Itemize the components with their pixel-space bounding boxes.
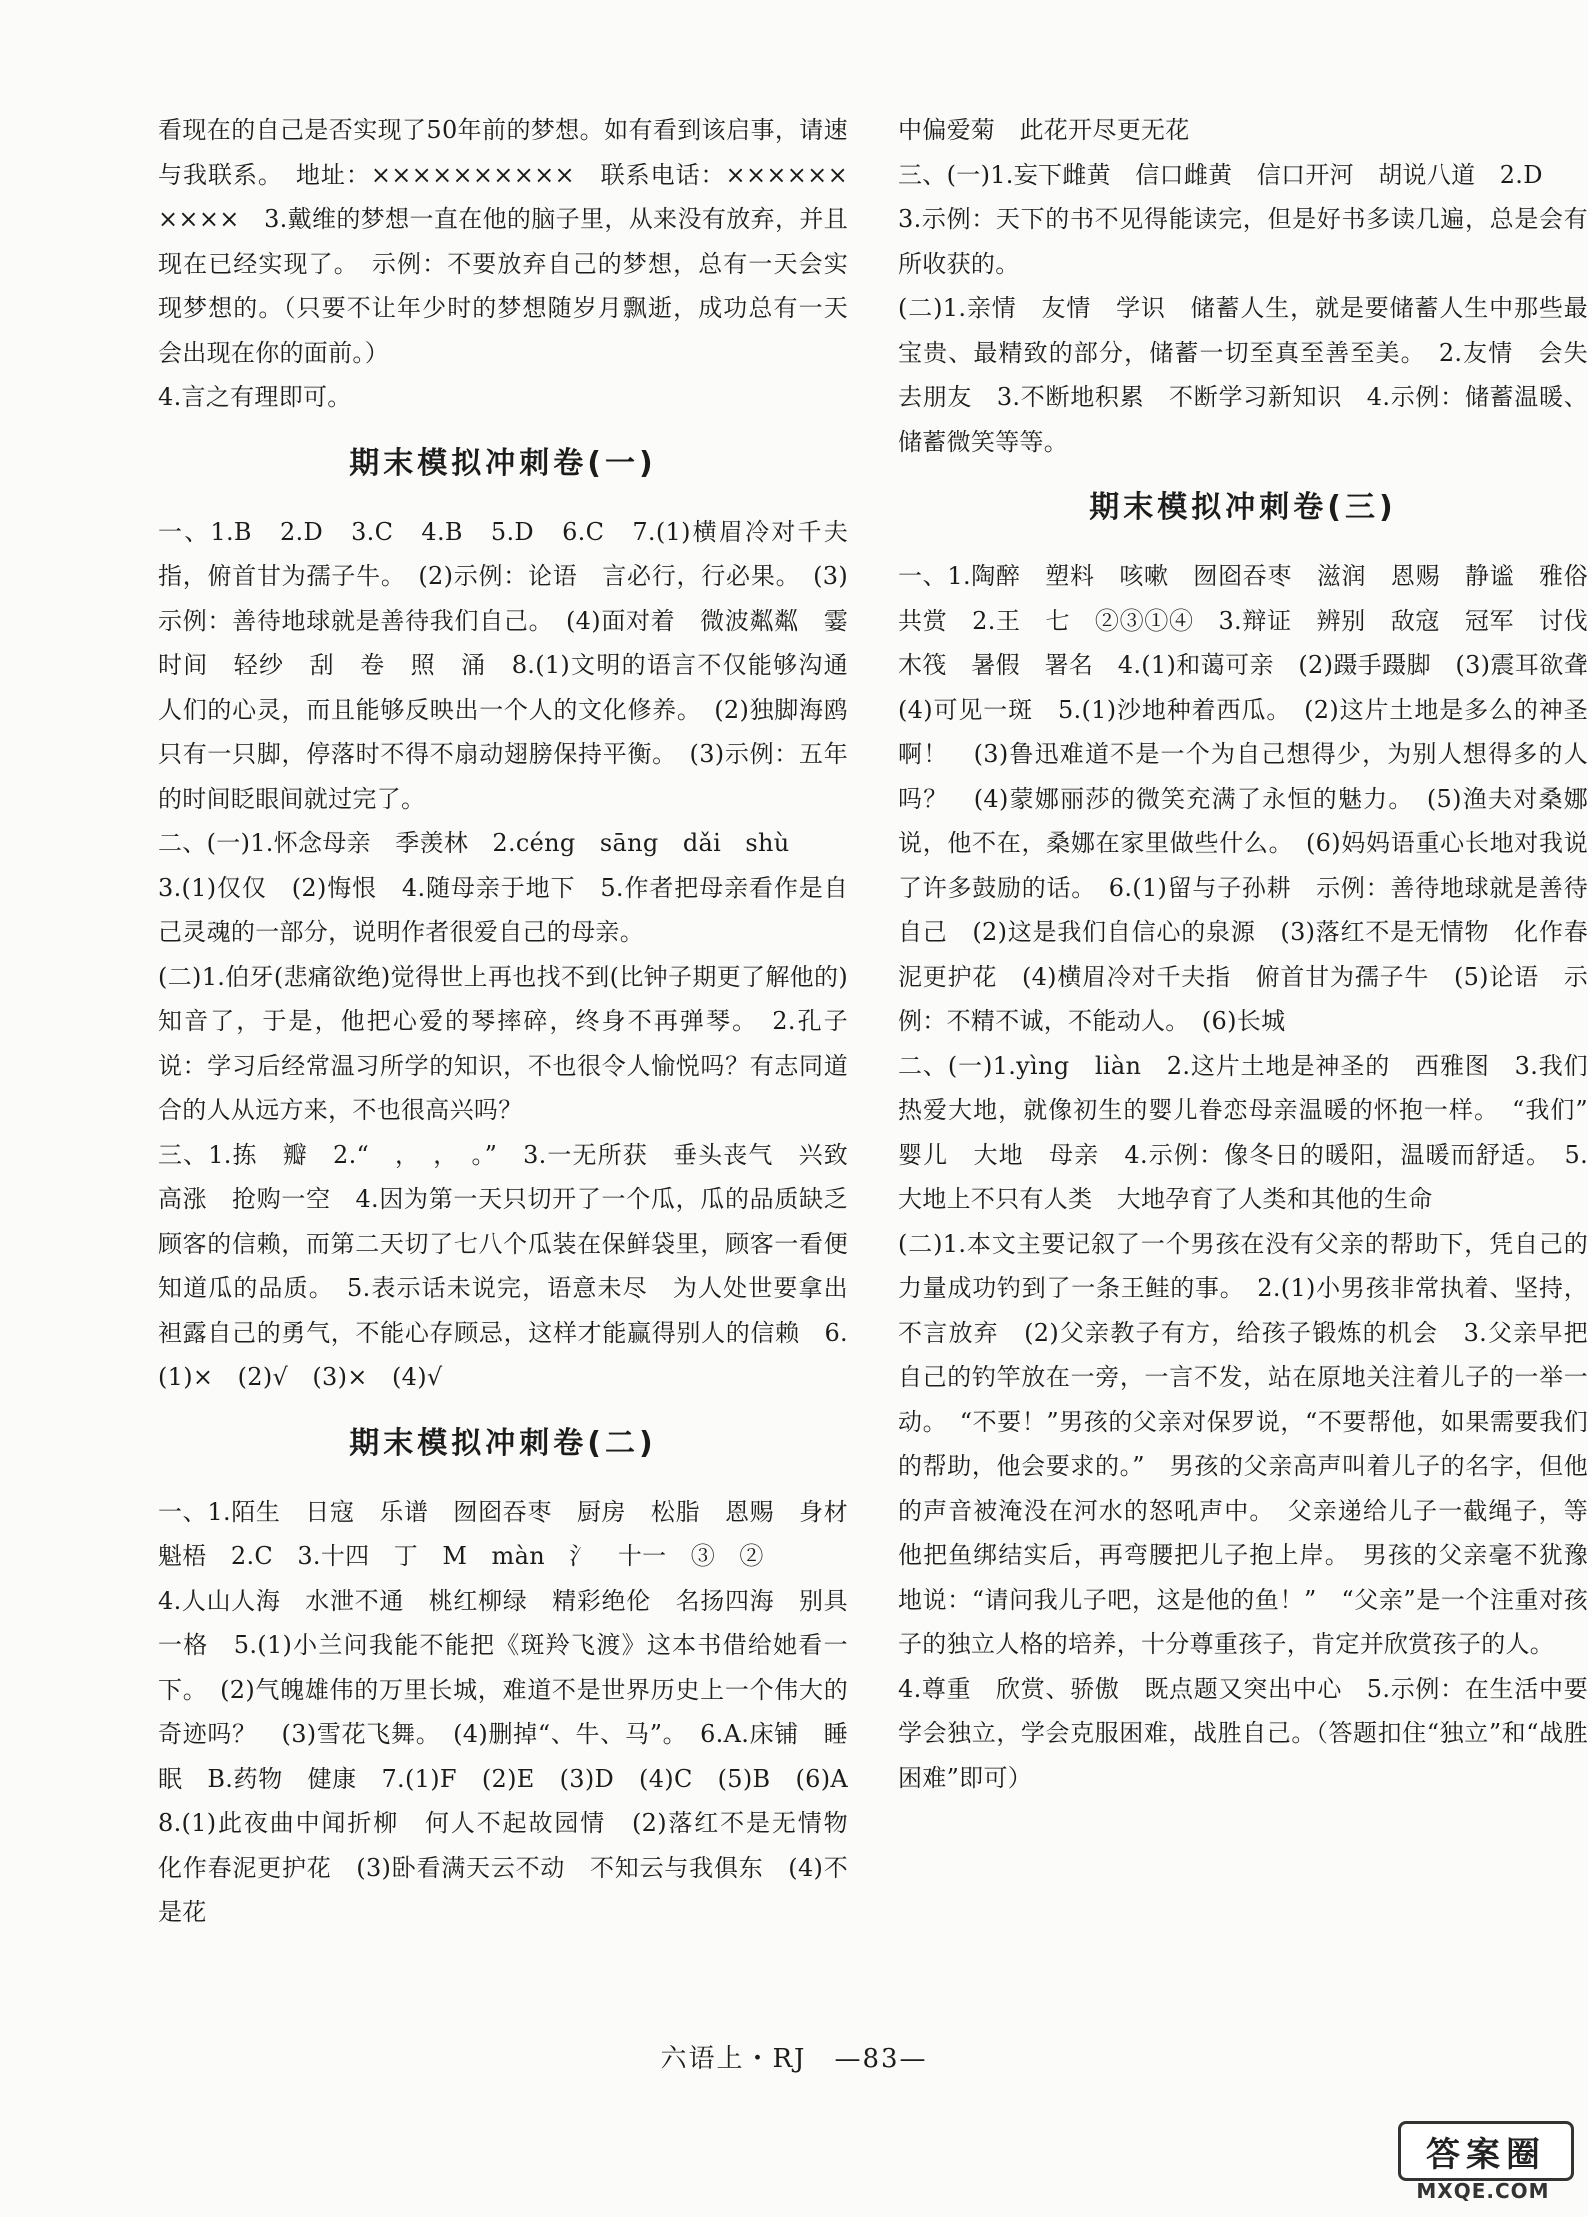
answer-paragraph: 中偏爱菊 此花开尽更无花: [898, 116, 1190, 144]
answer-paragraph: 三、1.拣 瓣 2.“ ， ， 。” 3.一无所获 垂头丧气 兴致高涨 抢购一空 4.因为第一天只切开了一个瓜，瓜的品质缺乏顾客的信赖，而第二天切了七八个瓜装在保鲜袋里，顾客一看便知道瓜的品质。 5.表示话未说完，语意未尽 为人处世要拿出袒露自己的勇气，不能心存顾忌，这样才能赢得别人的信赖 6.(1)× (2)√ (3)× (4)√: [158, 1140, 848, 1391]
answer-paragraph: 一、1.陌生 日寇 乐谱 囫囵吞枣 厨房 松脂 恩赐 身材魁梧 2.C 3.十四 丁 M màn 氵 十一 ③ ②: [158, 1497, 848, 1570]
answer-paragraph: 一、1.B 2.D 3.C 4.B 5.D 6.C 7.(1)横眉冷对千夫指，俯首甘为孺子牛。 (2)示例：论语 言必行，行必果。 (3)示例：善待地球就是善待我们自己。 (4)面对着 微波粼粼 霎时间 轻纱 刮 卷 照 涌 8.(1)文明的语言不仅能够沟通人们的心灵，而且能够反映出一个人的文化修养。 (2)独脚海鸥只有一只脚，停落时不得不扇动翅膀保持平衡。 (3)示例：五年的时间眨眼间就过完了。: [158, 517, 848, 813]
section-title-exam-2: 期末模拟冲刺卷(二): [349, 1425, 657, 1461]
answer-paragraph: (二)1.亲情 友情 学识 储蓄人生，就是要储蓄人生中那些最宝贵、最精致的部分，储蓄一切至真至善至美。 2.友情 会失去朋友 3.不断地积累 不断学习新知识 4.示例：储蓄温暖、储蓄微笑等等。: [898, 294, 1588, 456]
watermark-logo: [1398, 2121, 1568, 2203]
answer-paragraph: 看现在的自己是否实现了50年前的梦想。如有看到该启事，请速与我联系。 地址：×××××××××× 联系电话：×××××××××× 3.戴维的梦想一直在他的脑子里，从来没有放弃，并且现在已经实现了。 示例：不要放弃自己的梦想，总有一天会实现梦想的。（只要不让年少时的梦想随岁月飘逝，成功总有一天会出现在你的面前。）: [158, 116, 848, 367]
answer-paragraph: 二、(一)1.怀念母亲 季羡林 2.céng sāng dǎi shù: [158, 829, 790, 857]
watermark-brand: 答案圈: [1398, 2121, 1574, 2181]
section-title-exam-3: 期末模拟冲刺卷(三): [1089, 490, 1397, 525]
right-column: [898, 108, 1588, 1800]
watermark-url: MXQE.COM: [1416, 2179, 1550, 2203]
answer-paragraph: 4.人山人海 水泄不通 桃红柳绿 精彩绝伦 名扬四海 别具一格 5.(1)小兰问我能不能把《斑羚飞渡》这本书借给她看一下。 (2)气魄雄伟的万里长城，难道不是世界历史上一个伟大的奇迹吗？ (3)雪花飞舞。 (4)删掉“、牛、马”。 6.A.床铺 睡眠 B.药物 健康 7.(1)F (2)E (3)D (4)C (5)B (6)A 8.(1)此夜曲中闻折柳 何人不起故园情 (2)落红不是无情物 化作春泥更护花 (3)卧看满天云不动 不知云与我俱东 (4)不是花: [158, 1586, 873, 1926]
left-column: [158, 108, 873, 1935]
answer-paragraph: (二)1.伯牙(悲痛欲绝)觉得世上再也找不到(比钟子期更了解他的)知音了，于是，他把心爱的琴摔碎，终身不再弹琴。 2.孔子说：学习后经常温习所学的知识，不也很令人愉悦吗？有志同道合的人从远方来，不也很高兴吗？: [158, 962, 848, 1124]
answer-paragraph: 二、(一)1.yìng liàn 2.这片土地是神圣的 西雅图 3.我们热爱大地，就像初生的婴儿眷恋母亲温暖的怀抱一样。 “我们” 婴儿 大地 母亲 4.示例：像冬日的暖阳，温暖而舒适。 5.大地上不只有人类 大地孕育了人类和其他的生命: [898, 1051, 1588, 1213]
answer-paragraph: 3.(1)仅仅 (2)悔恨 4.随母亲于地下 5.作者把母亲看作是自己灵魂的一部分，说明作者很爱自己的母亲。: [158, 873, 848, 946]
answer-paragraph: (二)1.本文主要记叙了一个男孩在没有父亲的帮助下，凭自己的力量成功钓到了一条王鲑的事。 2.(1)小男孩非常执着、坚持，不言放弃 (2)父亲教子有方，给孩子锻炼的机会 3.父亲早把自己的钓竿放在一旁，一言不发，站在原地关注着儿子的一举一动。 “不要！”男孩的父亲对保罗说，“不要帮他，如果需要我们的帮助，他会要求的。” 男孩的父亲高声叫着儿子的名字，但他的声音被淹没在河水的怒吼声中。 父亲递给儿子一截绳子，等他把鱼绑结实后，再弯腰把儿子抱上岸。 男孩的父亲毫不犹豫地说：“请问我儿子吧，这是他的鱼！” “父亲”是一个注重对孩子的独立人格的培养，十分尊重孩子，肯定并欣赏孩子的人。: [898, 1229, 1588, 1658]
page-footer: 六语上・RJ —83—: [660, 2044, 928, 2074]
answer-paragraph: 一、1.陶醉 塑料 咳嗽 囫囵吞枣 滋润 恩赐 静谧 雅俗共赏 2.王 七 ②③①④ 3.辩证 辨别 敌寇 冠军 讨伐 木筏 暑假 署名 4.(1)和蔼可亲 (2)蹑手蹑脚 (3)震耳欲聋 (4)可见一斑 5.(1)沙地种着西瓜。 (2)这片土地是多么的神圣啊！ (3)鲁迅难道不是一个为自己想得少，为别人想得多的人吗？ (4)蒙娜丽莎的微笑充满了永恒的魅力。 (5)渔夫对桑娜说，他不在，桑娜在家里做些什么。 (6)妈妈语重心长地对我说了许多鼓励的话。 6.(1)留与子孙耕 示例：善待地球就是善待自己 (2)这是我们自信心的泉源 (3)落红不是无情物 化作春泥更护花 (4)横眉冷对千夫指 俯首甘为孺子牛 (5)论语 示例：不精不诚，不能动人。 (6)长城: [898, 562, 1588, 1035]
answer-paragraph: 4.尊重 欣赏、骄傲 既点题又突出中心 5.示例：在生活中要学会独立，学会克服困难，战胜自己。（答题扣住“独立”和“战胜困难”即可）: [898, 1674, 1588, 1792]
answer-paragraph: 3.示例：天下的书不见得能读完，但是好书多读几遍，总是会有所收获的。: [898, 205, 1588, 278]
section-title-exam-1: 期末模拟冲刺卷(一): [349, 445, 657, 481]
answer-paragraph: 4.言之有理即可。: [158, 383, 352, 411]
answer-paragraph: 三、(一)1.妄下雌黄 信口雌黄 信口开河 胡说八道 2.D: [898, 160, 1543, 189]
